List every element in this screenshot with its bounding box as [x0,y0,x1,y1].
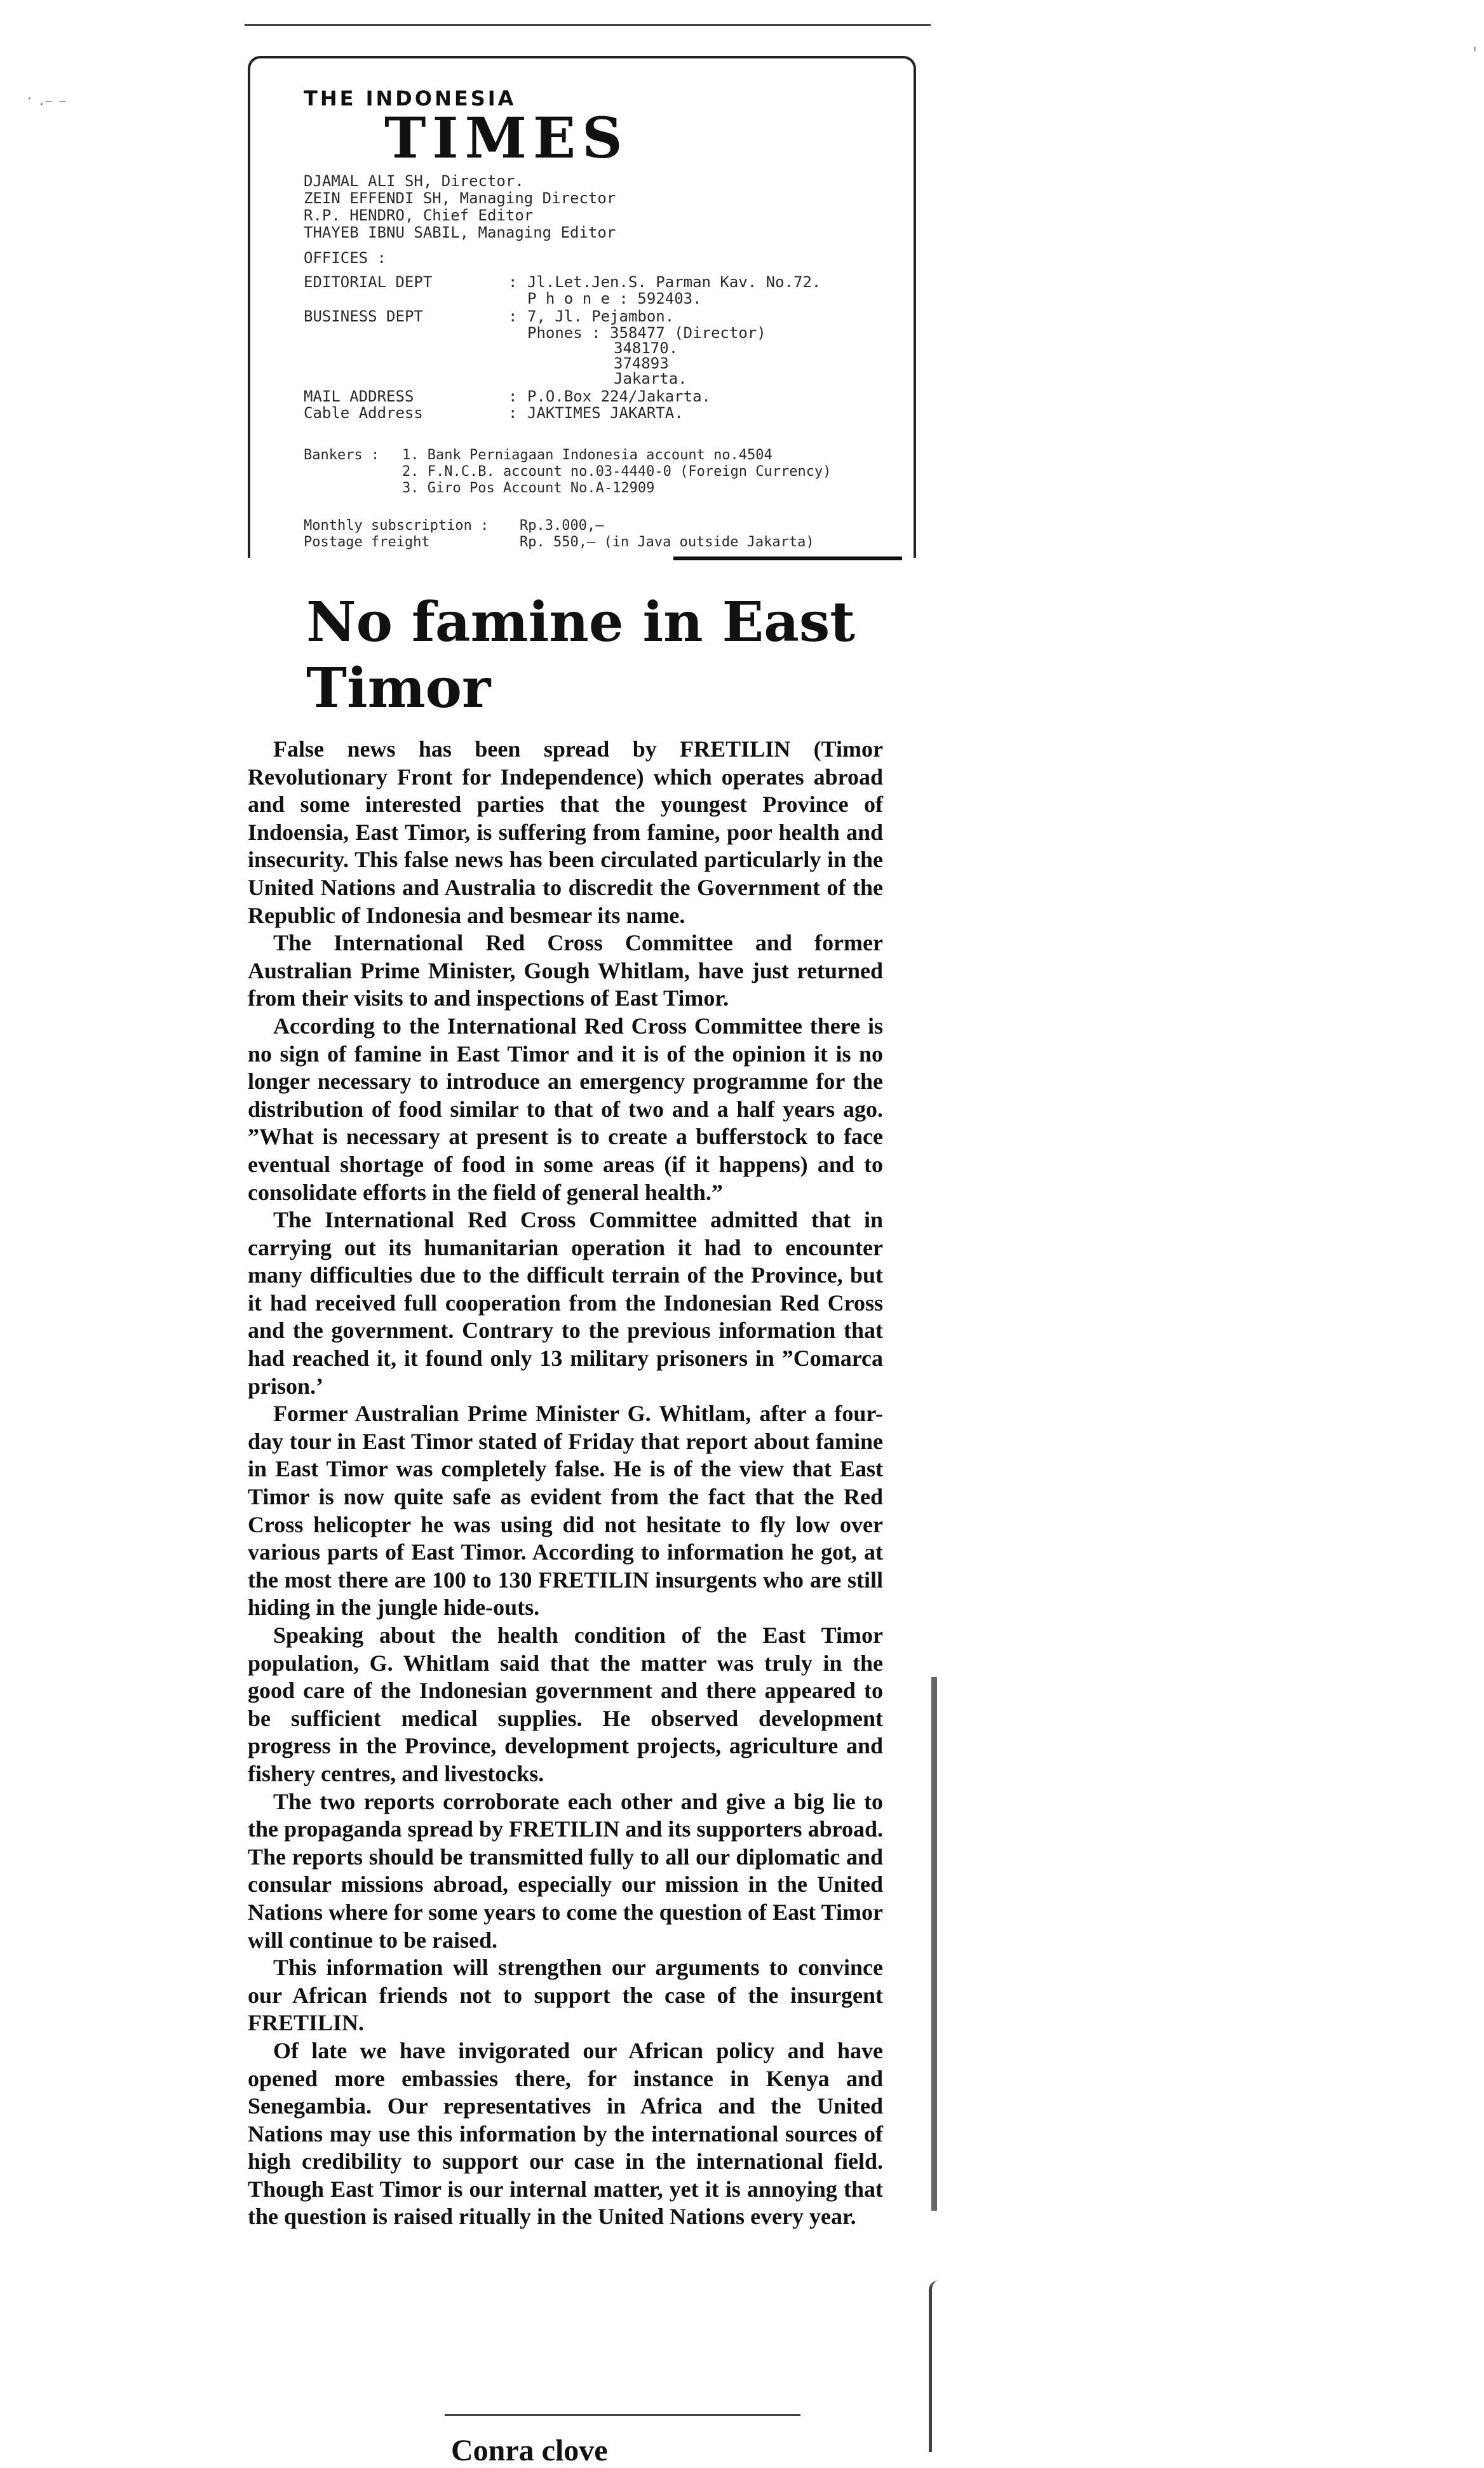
colon: : [508,388,518,405]
cable-address-value: JAKTIMES JAKARTA. [527,404,684,422]
editorial-dept-label: EDITORIAL DEPT [304,273,433,291]
column-edge-mark [931,1677,937,2211]
column-edge-curve [929,2281,938,2452]
business-dept-phone: Phones : 358477 (Director) [527,324,766,342]
article-paragraph: The two reports corroborate each other and give a big lie to the propaganda spread by FRETILIN and its supporters abroad. The reports should be transmitted fully to all our diplomatic and consular missions abroad, especially our mission in the United Nations where for some years to come the question of East Timor will continue to be raised. [248,1788,883,1953]
next-article-headline-fragment: Conra clove [451,2434,608,2467]
article-paragraph: The International Red Cross Committee admitted that in carrying out its humanitarian operation it had to encounter many difficulties due to the difficult terrain of the Province, but it had received full cooperation from the Indonesian Red Cross and the government. Contrary to the previous information that had reached it, it found only 13 military prisoners in ”Comarca prison.’ [248,1207,883,1399]
article-headline: No famine in East Timor [306,590,856,720]
colon: : [508,404,518,422]
bankers-block [304,447,832,497]
staff-list [304,173,875,241]
article-paragraph: Former Australian Prime Minister G. Whitlam, after a four-day tour in East Timor stated of Friday that report about famine in East Timor was completely false. He is of the view that East Timor is now quite safe as evident from the fact that the Red Cross helicopter he was using did not hesitate to fly low over various parts of East Timor. According to information he got, at the most there are 100 to 130 FRETILIN insurgents who are still hiding in the jungle hide-outs. [248,1401,883,1621]
staff-line: DJAMAL ALI SH, Director. [304,172,524,190]
business-dept-address: 7, Jl. Pejambon. [527,307,675,325]
article-paragraph: This information will strengthen our arguments to convince our African friends not to support the case of the insurgent FRETILIN. [248,1955,883,2036]
article-paragraph: The International Red Cross Committee and former Australian Prime Minister, Gough Whitlam, have just returned from their visits to and inspections of East Timor. [248,930,883,1011]
staff-line: R.P. HENDRO, Chief Editor [304,206,534,224]
publication-name: TIMES [384,105,629,171]
article-paragraph: False news has been spread by FRETILIN (Timor Revolutionary Front for Independence) which operates abroad and some interested parties that the youngest Province of Indoensia, East Timor, is suffering from famine, poor health and insecurity. This false news has been circulated particularly in the United Nations and Australia to discredit the Government of the Republic of Indonesia and besmear its name. [248,736,883,928]
postage-value: Rp. 550,— (in Java outside Jakarta) [520,534,814,550]
colon: : [508,273,518,291]
scan-speck: ˙ ·⁻ ⁻ [25,95,67,114]
article-paragraph: According to the International Red Cross Committee there is no sign of famine in East Timor and it is of the opinion it is no longer necessary to introduce an emergency programme for the distribution of food similar to that of two and a half years ago. ”What is necessary at present is to create a bufferstock to face eventual shortage of food in some areas (if it happens) and to consolidate efforts in the field of general health.” [248,1013,883,1205]
editorial-dept-phone: P h o n e : 592403. [527,290,702,307]
scan-speck: ˈ [1473,44,1478,64]
banker-line: 1. Bank Perniagaan Indonesia account no.4504 [402,447,772,463]
business-dept-phone: 374893 [614,354,669,372]
cable-address-label: Cable Address [304,404,423,422]
banker-line: 2. F.N.C.B. account no.03-4440-0 (Foreign Currency) [402,464,832,480]
staff-line: THAYEB IBNU SABIL, Managing Editor [304,224,616,241]
article-paragraph: Speaking about the health condition of the East Timor population, G. Whitlam said that the matter was truly in the good care of the Indonesian government and there appeared to be sufficient medical supplies. He observed development progress in the Province, development projects, agriculture and fishery centres, and livestocks. [248,1622,883,1786]
bankers-label: Bankers : [304,447,380,463]
masthead-bottom-rule [673,556,902,560]
postage-label: Postage freight [304,534,430,550]
article-paragraph: Of late we have invigorated our African policy and have opened more embassies there, for instance in Kenya and Senegambia. Our representatives in Africa and the United Nations may use this information by the international sources of high credibility to support our case in the international field. Though East Timor is our internal matter, yet it is annoying that the question is raised ritually in the United Nations every year. [248,2037,883,2230]
mail-address-label: MAIL ADDRESS [304,388,414,405]
editorial-dept-address: Jl.Let.Jen.S. Parman Kav. No.72. [527,273,821,291]
banker-line: 3. Giro Pos Account No.A-12909 [402,480,655,496]
business-dept-phone: 348170. [614,339,678,357]
colon: : [508,307,518,325]
subscription-label: Monthly subscription : [304,518,489,534]
staff-line: ZEIN EFFENDI SH, Managing Director [304,189,616,207]
offices-label: OFFICES : [304,249,387,267]
mail-address-value: P.O.Box 224/Jakarta. [527,388,711,405]
bottom-rule [445,2414,800,2416]
top-rule [245,24,931,26]
business-dept-city: Jakarta. [614,370,687,388]
subscription-block [304,518,814,551]
business-dept-label: BUSINESS DEPT [304,307,423,325]
subscription-value: Rp.3.000,— [520,518,604,534]
publication-kicker: THE INDONESIA [304,86,516,111]
article-body [248,736,883,2231]
